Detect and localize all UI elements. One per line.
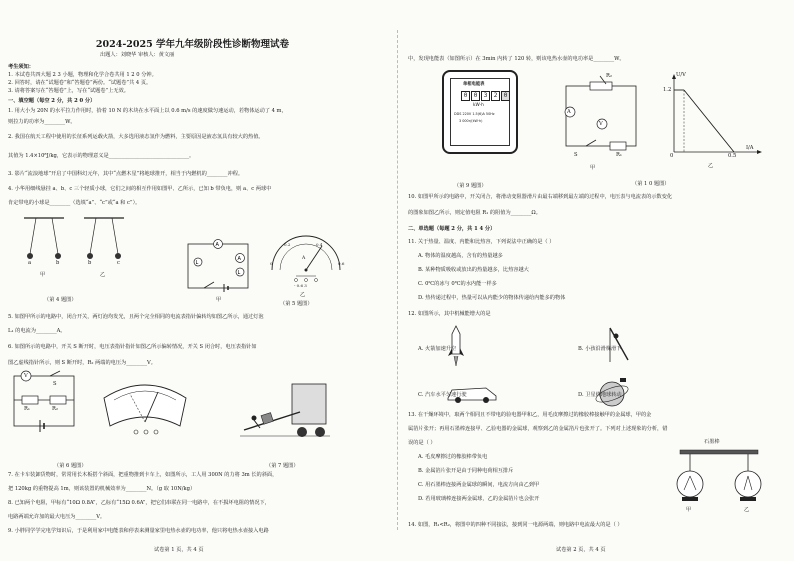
exam-page-1 — [4, 28, 381, 553]
question-4-line-2: 肯定带电的小球是________（选填“a”、“c”或“a 和 c”）。 — [8, 200, 141, 206]
q13-option-d: D. 若用玻璃棒连接两金属球，乙的金属箔片也会张开 — [418, 496, 540, 502]
fig10-axis-u: U/V — [676, 72, 686, 78]
q13-option-a: A. 毛皮摩擦过的橡胶棒带负电 — [418, 454, 488, 460]
fig6-r1: R₁ — [24, 406, 30, 412]
fig5-tick-0: 0 — [270, 261, 273, 266]
meter-unit: kW·h — [473, 103, 484, 108]
question-9-cont: 中，发现电能表（如图所示）在 3min 内转了 120 转，则该电热水壶的电功率是________W。 — [408, 56, 625, 62]
question-6-line-1: 6. 如图所示的电路中，开关 S 断开时，电压表指针指针如图乙所示偏转情况，开关 S 闭合时，电压表指针如 — [8, 344, 257, 350]
svg-text:L: L — [237, 270, 241, 276]
fig4-yi: 乙 — [100, 272, 106, 278]
figure-6-circuit — [10, 368, 80, 434]
q11-option-a: A. 物体的温度越高，含有的热量越多 — [418, 253, 503, 259]
fig6-v: V — [24, 373, 28, 379]
footer-page-1: 试卷第 1 页，共 4 页 — [154, 547, 204, 553]
fig10-tick-05: 0.5 — [728, 153, 737, 159]
figure-6-voltmeter-dial — [100, 378, 190, 436]
fig5-unit: A — [302, 256, 306, 261]
meter-digit: 0 — [501, 91, 510, 101]
q11-option-d: D. 热传递过程中，热量可以从内能少的物体传递给内能多的物体 — [418, 295, 566, 301]
note-3: 3. 请将答案写在“答题卷”上，写在“试题卷”上无效。 — [8, 88, 129, 94]
question-10-line-2: 的图象如图乙所示，则定值电阻 R₁ 的阻值为________Ω。 — [408, 210, 541, 216]
fig10-axis-i: I/A — [746, 145, 754, 151]
question-13-line-2: 属箔片张开；再用石墨棒连接甲、乙验电器的金属球，观察到乙的金属箔片也张开了。下列对上述现象的分析，错 — [408, 426, 668, 432]
fig10-r2: R₂ — [606, 73, 612, 79]
fig6-caption: （第 6 题图） — [54, 463, 87, 469]
exam-page-2 — [406, 28, 783, 553]
question-5-line-2: L₁ 的电流为________A。 — [8, 328, 66, 334]
fig4-jia: 甲 — [40, 272, 46, 278]
note-2: 2. 回答时，请在“试题卷”和“答题卷”两份。“试题卷”共 4 页。 — [8, 80, 152, 86]
fig10-v: V — [599, 121, 603, 127]
section-2-heading: 二、单选题（每题 2 分，共 1 4 分） — [408, 226, 496, 232]
fig4-caption: （第 4 题图） — [44, 297, 77, 303]
question-5-line-1: 5. 如图甲所示的电路中，闭合开关，两灯泡均发光，且两个完全相同的电流表指针偏转均如图乙所示，通过灯泡 — [8, 314, 264, 320]
fig10-caption: （第 1 0 题图） — [632, 181, 670, 187]
fig6-s: S — [53, 381, 57, 387]
meter-digit: 3 — [481, 91, 490, 101]
figure-5-ammeter-dial — [266, 236, 346, 286]
question-7-line-1: 7. 在卡车装卸货物时，常常用长木板搭个斜面，把重物推到卡车上，如图所示，工人用 300N 的力将 3m 长的斜面， — [8, 472, 278, 478]
meter-digit: 0 — [461, 91, 470, 101]
question-1-line-1: 1. 用大小为 20N 的水平拉力作用时，拾着 10 N 的木块在水平面上以 0.6 m/s 的速度做匀速运动，若物体运动了 4 m， — [8, 108, 287, 114]
section-1-heading: 一、填空题（每空 2 分，共 2 0 分） — [8, 98, 96, 104]
question-14: 14. 如图，R₁<R₂，将图中的四种不同接法，接到同一电源两端，则电路中电流最大的是（ ） — [408, 522, 623, 528]
question-10-line-1: 10. 如图甲所示的电路中，开关闭合，将滑动变阻器滑片由最右端移到最左端的过程中，电压表与电流表的示数变化 — [408, 194, 673, 200]
q12-option-c: C. 汽车水平匀速行驶 — [418, 392, 467, 398]
meter-spec-2: 3 000r/(kW·h) — [459, 119, 483, 123]
svg-text:A: A — [215, 242, 219, 248]
fig5-tick-04: 0.4 — [316, 242, 323, 247]
meter-digits — [461, 91, 511, 101]
meter-heading: 单相电能表 — [463, 82, 485, 87]
fig5-scale: - 0.6 3 — [294, 283, 307, 288]
meter-spec-1: DDS 220V 1.5(6)A 50Hz — [454, 112, 495, 116]
fig10-a: A — [567, 109, 571, 115]
question-4-line-1: 4. 小华用细线悬挂 a、b、c 三个轻质小球，它们之间的相互作用如图甲、乙所示，已知 b 带负电，则 a、c 两球中 — [8, 186, 272, 192]
fig4-label-a: a — [28, 260, 32, 266]
q13-fig-label: 石墨棒 — [704, 439, 720, 445]
question-1-line-2: 则拉力的功率为________W。 — [8, 119, 76, 125]
fig10-r1: R₁ — [616, 152, 622, 158]
footer-page-2: 试卷第 2 页，共 4 页 — [556, 547, 606, 553]
page-divider — [397, 30, 398, 530]
q13-electroscopes — [668, 446, 768, 510]
q13-option-b: B. 金属箔片张开是由于同种电荷相互排斥 — [418, 468, 514, 474]
svg-text:L: L — [195, 260, 199, 266]
fig10-jia: 甲 — [590, 165, 596, 171]
svg-text:A: A — [237, 256, 241, 262]
question-3: 3. 影片“流浪地球”开启了中国科幻元年，其中“点燃木星”将地球推开，相当于内燃机的________冲程。 — [8, 171, 244, 177]
q12-option-d: D. 卫星绕地球转动 — [578, 392, 622, 398]
q11-option-c: C. 0℃的冰与 0℃的水内能一样多 — [418, 281, 497, 287]
exam-title: 2024-2025 学年九年级阶段性诊断物理试卷 — [95, 39, 290, 50]
q13-option-c: C. 用石墨棒连接两金属球的瞬间，电流方向由乙到甲 — [418, 482, 540, 488]
question-8-line-1: 8. 已知两个电阻，甲标有“10Ω 0.8A”，乙标有“15Ω 0.6A”，把它们串联在同一电路中，在不损坏电阻的情况下， — [8, 500, 270, 506]
fig5-tick-02: 0.2 — [284, 242, 291, 247]
q12-option-a: A. 火箭加速升空 — [418, 346, 457, 352]
fig5-jia: 甲 — [216, 297, 222, 303]
q13-yi: 乙 — [744, 507, 750, 513]
fig5-yi: 乙 — [300, 292, 306, 298]
question-12: 12. 如图所示，其中机械能增大的是 — [408, 311, 491, 317]
question-8-line-2: 电路两端允许加的最大电压为________V。 — [8, 514, 106, 520]
meter-digit: 0 — [471, 91, 480, 101]
fig10-yi: 乙 — [708, 163, 714, 169]
fig4-label-c: c — [117, 260, 120, 266]
figure-9-energy-meter — [442, 70, 518, 154]
fig6-r2: R₂ — [52, 406, 58, 412]
fig4-label-b2: b — [88, 260, 92, 266]
fig10-tick-12: 1.2 — [663, 87, 672, 93]
figure-7-truck-ramp — [240, 380, 330, 444]
meter-digit: 2 — [491, 91, 500, 101]
question-2-line-2: 其值为 1.4×10⁸J/kg，它表示的物理意义是_______________________________。 — [8, 153, 195, 159]
question-13-line-3: 误的是（ ） — [408, 440, 436, 446]
fig10-s: S — [574, 152, 578, 158]
fig5-caption: （第 5 题图） — [280, 301, 313, 307]
note-1: 1. 本试卷共四大题 2 3 小题，物理和化学合卷共用 1 2 0 分钟。 — [8, 72, 157, 78]
question-9-line-1: 9. 小胖同学学完电学知识后，于是利用家中电能表和停表来测量家里电热水壶的电功率，他只将电热水壶接入电路 — [8, 528, 269, 534]
q11-option-b: B. 某种物质吸收或放出的热量越多，比热容越大 — [418, 267, 529, 273]
authors-line: 出题人：刘晓华 审核人：黄文丽 — [100, 52, 175, 58]
fig7-caption: （第 7 题图） — [266, 463, 299, 469]
fig5-tick-06: 0.6 — [338, 261, 345, 266]
question-7-line-2: 把 120kg 的重物提高 1m，则该装置的机械效率为________N。（g 取 10N/kg） — [8, 486, 196, 492]
notes-heading: 考生须知： — [8, 64, 34, 70]
question-2-line-1: 2. 我国在航天工程中使用的长征系列运载火箭，大多选用液态氢作为燃料，主要原因是液态氢具有较大的热值。 — [8, 134, 264, 140]
q13-jia: 甲 — [686, 507, 692, 513]
slide-icon — [606, 324, 632, 364]
fig10-tick-0: 0 — [670, 153, 674, 159]
question-11: 11. 关于热量、温度、内能和比热容，下列说法中正确的是（ ） — [408, 239, 555, 245]
question-6-line-2: 图乙虚线指针所示，则 S 断开时，R₂ 两端的电压为________V。 — [8, 360, 156, 366]
figure-5-circuit — [184, 240, 254, 294]
q12-option-b: B. 小孩沿滑梯滑下 — [578, 346, 622, 352]
fig9-caption: （第 9 题图） — [454, 183, 487, 189]
fig4-label-b: b — [56, 260, 60, 266]
question-13-line-1: 13. 在干燥环境中，取两个相同且不带电的验电器甲和乙，用毛皮摩擦过的橡胶棒接触甲的金属球，甲的金 — [408, 412, 652, 418]
figure-10-circuit — [556, 72, 656, 158]
